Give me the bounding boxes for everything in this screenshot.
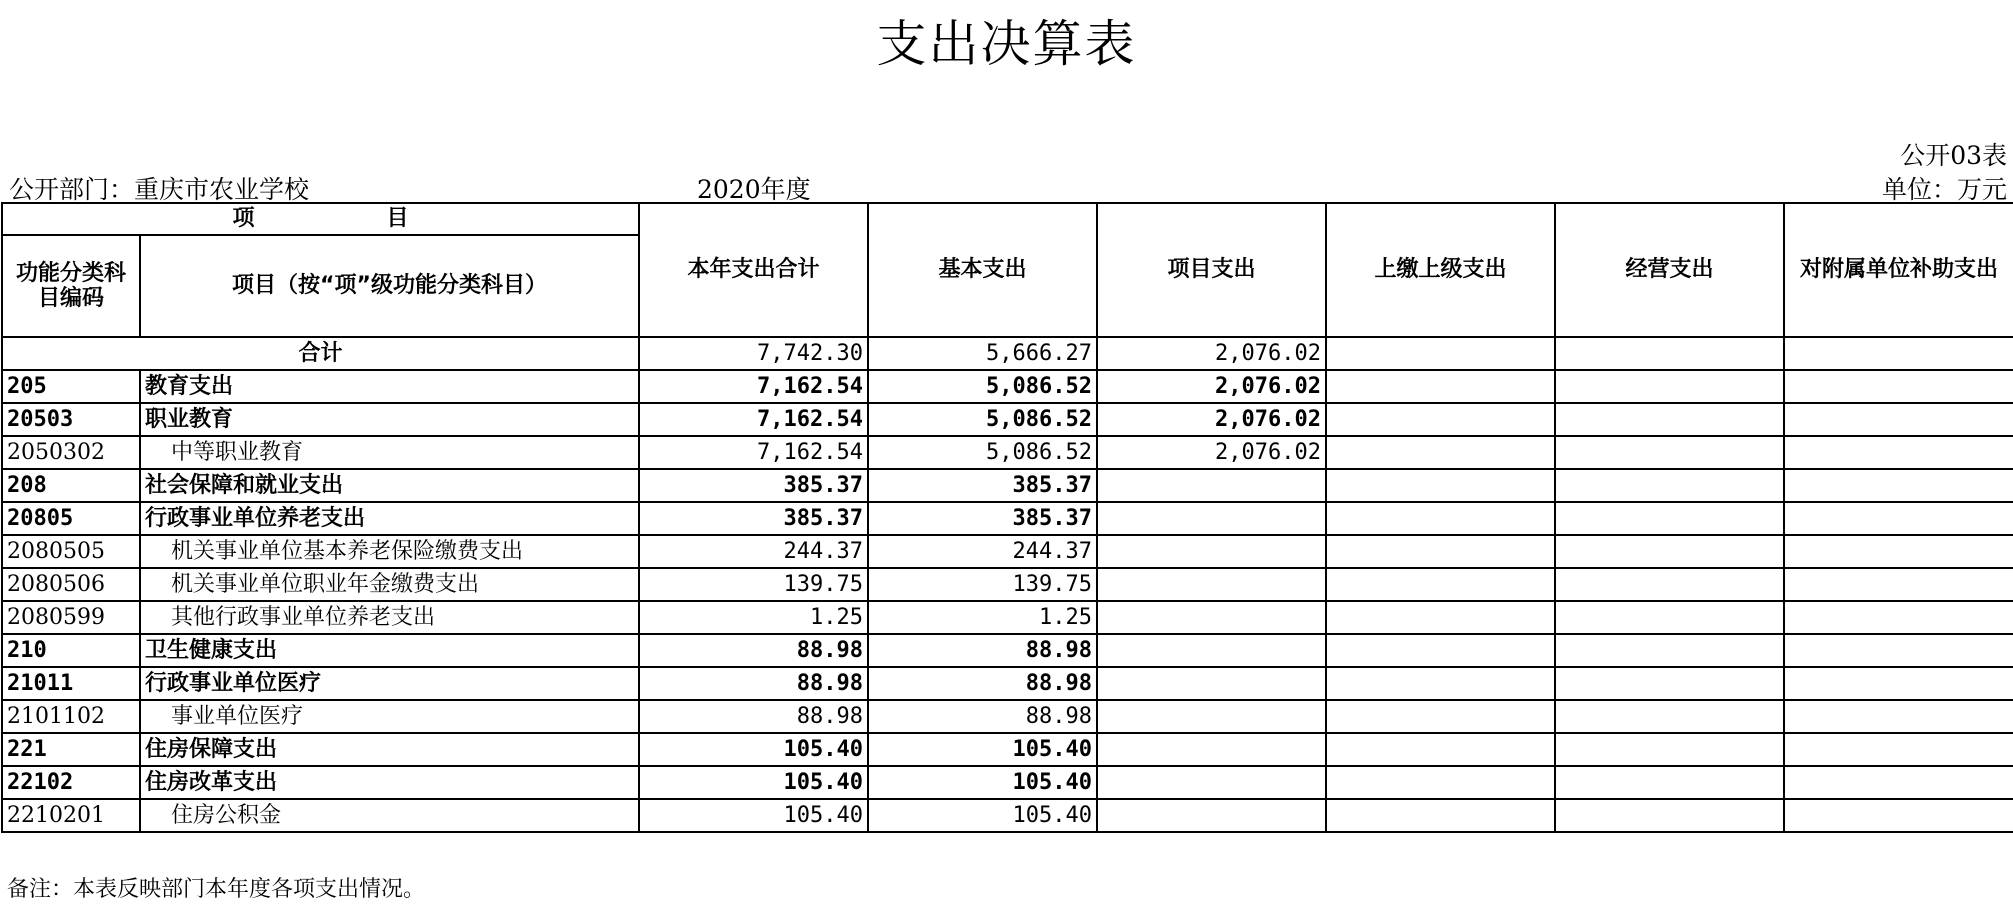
row-subsidy [1784,667,2013,700]
total-row [2,337,2013,370]
row-total: 105.40 [639,799,868,832]
row-basic: 88.98 [868,667,1097,700]
table-row [2,601,2013,634]
row-project: 2,076.02 [1097,370,1326,403]
row-upper [1326,535,1555,568]
row-subsidy [1784,799,2013,832]
header-item-group: 项 目 [2,203,639,235]
row-subsidy [1784,733,2013,766]
fiscal-year: 2020年度 [697,175,811,204]
row-basic: 105.40 [868,766,1097,799]
row-basic: 1.25 [868,601,1097,634]
row-total: 385.37 [639,469,868,502]
row-business [1555,634,1784,667]
row-name: 卫生健康支出 [140,634,639,667]
row-name: 其他行政事业单位养老支出 [140,601,639,634]
row-subsidy [1784,535,2013,568]
header-subsidy: 对附属单位补助支出 [1784,203,2013,337]
row-subsidy [1784,370,2013,403]
table-row [2,634,2013,667]
row-project [1097,700,1326,733]
total-cell-project: 2,076.02 [1097,337,1326,370]
row-project [1097,733,1326,766]
row-basic: 105.40 [868,733,1097,766]
row-code: 2101102 [2,700,140,733]
row-basic: 244.37 [868,535,1097,568]
row-code: 205 [2,370,140,403]
row-business [1555,601,1784,634]
row-business [1555,667,1784,700]
header-total: 本年支出合计 [639,203,868,337]
row-total: 105.40 [639,766,868,799]
row-name: 行政事业单位养老支出 [140,502,639,535]
row-total: 385.37 [639,502,868,535]
row-project [1097,667,1326,700]
total-cell-business [1555,337,1784,370]
row-subsidy [1784,568,2013,601]
table-row [2,733,2013,766]
row-total: 88.98 [639,700,868,733]
row-name: 机关事业单位基本养老保险缴费支出 [140,535,639,568]
row-business [1555,370,1784,403]
row-business [1555,469,1784,502]
row-name: 机关事业单位职业年金缴费支出 [140,568,639,601]
row-code: 20805 [2,502,140,535]
row-name: 住房公积金 [140,799,639,832]
row-business [1555,535,1784,568]
header-name: 项目（按“项”级功能分类科目） [140,235,639,337]
row-name: 教育支出 [140,370,639,403]
row-project [1097,766,1326,799]
row-code: 2050302 [2,436,140,469]
table-row [2,700,2013,733]
row-project [1097,601,1326,634]
row-code: 210 [2,634,140,667]
expenditure-table [1,202,2013,833]
row-basic: 385.37 [868,502,1097,535]
row-basic: 139.75 [868,568,1097,601]
row-upper [1326,799,1555,832]
row-total: 7,162.54 [639,403,868,436]
row-project [1097,568,1326,601]
table-row [2,568,2013,601]
footnote: 备注：本表反映部门本年度各项支出情况。 [7,877,426,902]
row-project [1097,634,1326,667]
row-upper [1326,469,1555,502]
form-number: 公开03表 [1900,141,2007,170]
row-upper [1326,568,1555,601]
row-total: 244.37 [639,535,868,568]
row-basic: 5,086.52 [868,370,1097,403]
row-upper [1326,436,1555,469]
row-total: 139.75 [639,568,868,601]
total-cell-subsidy [1784,337,2013,370]
table-row [2,502,2013,535]
row-project: 2,076.02 [1097,436,1326,469]
table-row [2,766,2013,799]
row-basic: 88.98 [868,634,1097,667]
header-upper: 上缴上级支出 [1326,203,1555,337]
row-total: 1.25 [639,601,868,634]
row-upper [1326,370,1555,403]
row-upper [1326,502,1555,535]
table-row [2,667,2013,700]
row-project [1097,535,1326,568]
row-upper [1326,733,1555,766]
row-total: 88.98 [639,667,868,700]
header-business: 经营支出 [1555,203,1784,337]
row-code: 20503 [2,403,140,436]
row-upper [1326,634,1555,667]
row-business [1555,799,1784,832]
row-basic: 5,086.52 [868,436,1097,469]
row-name: 事业单位医疗 [140,700,639,733]
row-upper [1326,700,1555,733]
table-row [2,370,2013,403]
row-name: 中等职业教育 [140,436,639,469]
row-business [1555,502,1784,535]
row-upper [1326,403,1555,436]
page-title: 支出决算表 [876,15,1137,73]
row-project [1097,502,1326,535]
row-subsidy [1784,403,2013,436]
row-project [1097,469,1326,502]
row-code: 2210201 [2,799,140,832]
row-business [1555,766,1784,799]
row-subsidy [1784,436,2013,469]
row-code: 2080505 [2,535,140,568]
row-basic: 385.37 [868,469,1097,502]
table-row [2,403,2013,436]
row-upper [1326,667,1555,700]
row-total: 7,162.54 [639,370,868,403]
row-upper [1326,601,1555,634]
row-code: 22102 [2,766,140,799]
row-name: 行政事业单位医疗 [140,667,639,700]
row-subsidy [1784,502,2013,535]
header-row-1 [2,203,2013,235]
row-basic: 5,086.52 [868,403,1097,436]
row-code: 21011 [2,667,140,700]
department-label: 公开部门：重庆市农业学校 [9,175,310,204]
row-code: 2080599 [2,601,140,634]
row-code: 2080506 [2,568,140,601]
row-code: 221 [2,733,140,766]
row-business [1555,700,1784,733]
table-row [2,799,2013,832]
row-total: 7,162.54 [639,436,868,469]
row-subsidy [1784,634,2013,667]
row-subsidy [1784,469,2013,502]
row-project: 2,076.02 [1097,403,1326,436]
row-business [1555,436,1784,469]
total-cell-total: 7,742.30 [639,337,868,370]
row-name: 社会保障和就业支出 [140,469,639,502]
row-upper [1326,766,1555,799]
row-total: 105.40 [639,733,868,766]
total-cell-basic: 5,666.27 [868,337,1097,370]
row-name: 住房保障支出 [140,733,639,766]
row-code: 208 [2,469,140,502]
row-business [1555,568,1784,601]
row-business [1555,733,1784,766]
row-name: 住房改革支出 [140,766,639,799]
row-basic: 105.40 [868,799,1097,832]
header-project: 项目支出 [1097,203,1326,337]
header-basic: 基本支出 [868,203,1097,337]
row-business [1555,403,1784,436]
total-cell-upper [1326,337,1555,370]
row-total: 88.98 [639,634,868,667]
table-row [2,535,2013,568]
row-subsidy [1784,766,2013,799]
row-name: 职业教育 [140,403,639,436]
total-label: 合计 [2,337,639,370]
table-row [2,469,2013,502]
table-row [2,436,2013,469]
row-basic: 88.98 [868,700,1097,733]
row-subsidy [1784,700,2013,733]
row-project [1097,799,1326,832]
row-subsidy [1784,601,2013,634]
header-code: 功能分类科目编码 [2,235,140,337]
unit-label: 单位：万元 [1881,175,2007,204]
